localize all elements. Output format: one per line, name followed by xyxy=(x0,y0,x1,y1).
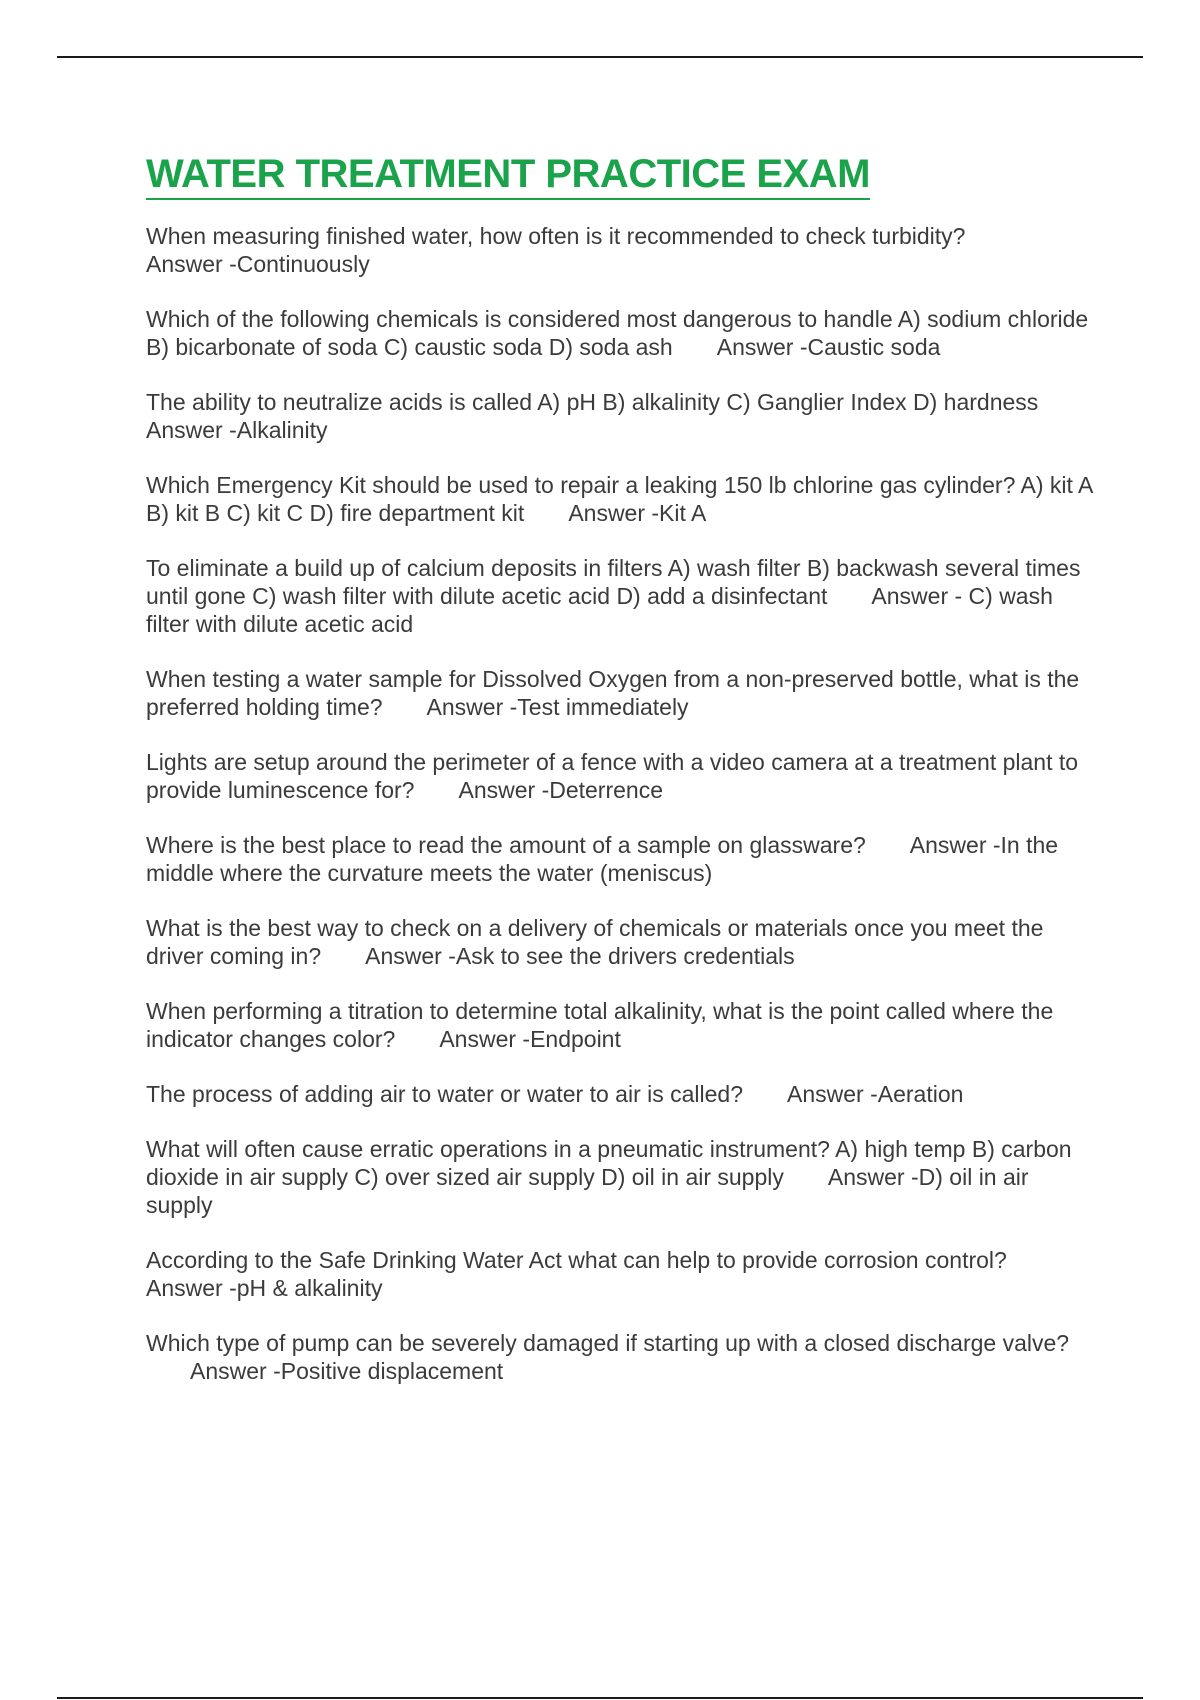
question-text: The ability to neutralize acids is called A) pH B) alkalinity C) Ganglier Index D) hardness xyxy=(146,389,1039,415)
document-title: WATER TREATMENT PRACTICE EXAM xyxy=(146,150,870,200)
question-text: What is the best way to check on a delivery of chemicals or materials once you meet the driver coming in? xyxy=(146,915,1044,969)
answer-text: Answer - C) wash filter with dilute acetic acid xyxy=(146,583,1053,637)
answer-text: Answer -Test immediately xyxy=(426,694,689,720)
document-body xyxy=(146,150,1096,1412)
qa-item xyxy=(146,305,1096,361)
qa-item xyxy=(146,554,1096,638)
qa-item xyxy=(146,831,1096,887)
question-text: To eliminate a build up of calcium deposits in filters A) wash filter B) backwash several times until gone C) wash filter with dilute acetic acid D) add a disinfectant xyxy=(146,555,1081,609)
answer-text: Answer -Alkalinity xyxy=(146,417,328,443)
question-text: When testing a water sample for Dissolved Oxygen from a non-preserved bottle, what is the preferred holding time? xyxy=(146,666,1080,720)
answer-text: Answer -Continuously xyxy=(146,251,370,277)
header-rule xyxy=(57,56,1143,58)
qa-item xyxy=(146,748,1096,804)
question-text: The process of adding air to water or water to air is called? xyxy=(146,1081,744,1107)
question-text: Where is the best place to read the amount of a sample on glassware? xyxy=(146,832,866,858)
footer-rule xyxy=(57,1697,1143,1699)
answer-text: Answer -Positive displacement xyxy=(190,1358,504,1384)
answer-text: Answer -Aeration xyxy=(787,1081,964,1107)
answer-text: Answer -Ask to see the drivers credentials xyxy=(365,943,795,969)
question-text: Lights are setup around the perimeter of a fence with a video camera at a treatment plant to provide luminescence for? xyxy=(146,749,1079,803)
question-text: Which type of pump can be severely damaged if starting up with a closed discharge valve? xyxy=(146,1330,1070,1356)
question-text: When measuring finished water, how often is it recommended to check turbidity? xyxy=(146,223,966,249)
qa-item xyxy=(146,1329,1096,1385)
answer-text: Answer -D) oil in air supply xyxy=(146,1164,1029,1218)
question-text: Which Emergency Kit should be used to repair a leaking 150 lb chlorine gas cylinder? A) kit A B) kit B C) kit C D) fire department kit xyxy=(146,472,1093,526)
qa-item xyxy=(146,665,1096,721)
question-text: According to the Safe Drinking Water Act what can help to provide corrosion control? xyxy=(146,1247,1007,1273)
answer-text: Answer -Caustic soda xyxy=(716,334,941,360)
qa-item xyxy=(146,997,1096,1053)
answer-text: Answer -In the middle where the curvature meets the water (meniscus) xyxy=(146,832,1059,886)
qa-list xyxy=(146,222,1096,1385)
answer-text: Answer -pH & alkalinity xyxy=(146,1275,383,1301)
question-text: What will often cause erratic operations in a pneumatic instrument? A) high temp B) carbon dioxide in air supply C) over sized air supply D) oil in air supply xyxy=(146,1136,1072,1190)
qa-item xyxy=(146,222,1096,278)
answer-text: Answer -Endpoint xyxy=(439,1026,621,1052)
qa-item xyxy=(146,1080,1096,1108)
question-text: Which of the following chemicals is considered most dangerous to handle A) sodium chloride B) bicarbonate of soda C) caustic soda D) soda ash xyxy=(146,306,1089,360)
qa-item xyxy=(146,1135,1096,1219)
qa-item xyxy=(146,914,1096,970)
question-text: When performing a titration to determine total alkalinity, what is the point called where the indicator changes color? xyxy=(146,998,1054,1052)
qa-item xyxy=(146,471,1096,527)
answer-text: Answer -Deterrence xyxy=(458,777,664,803)
qa-item xyxy=(146,388,1096,444)
answer-text: Answer -Kit A xyxy=(568,500,707,526)
qa-item xyxy=(146,1246,1096,1302)
